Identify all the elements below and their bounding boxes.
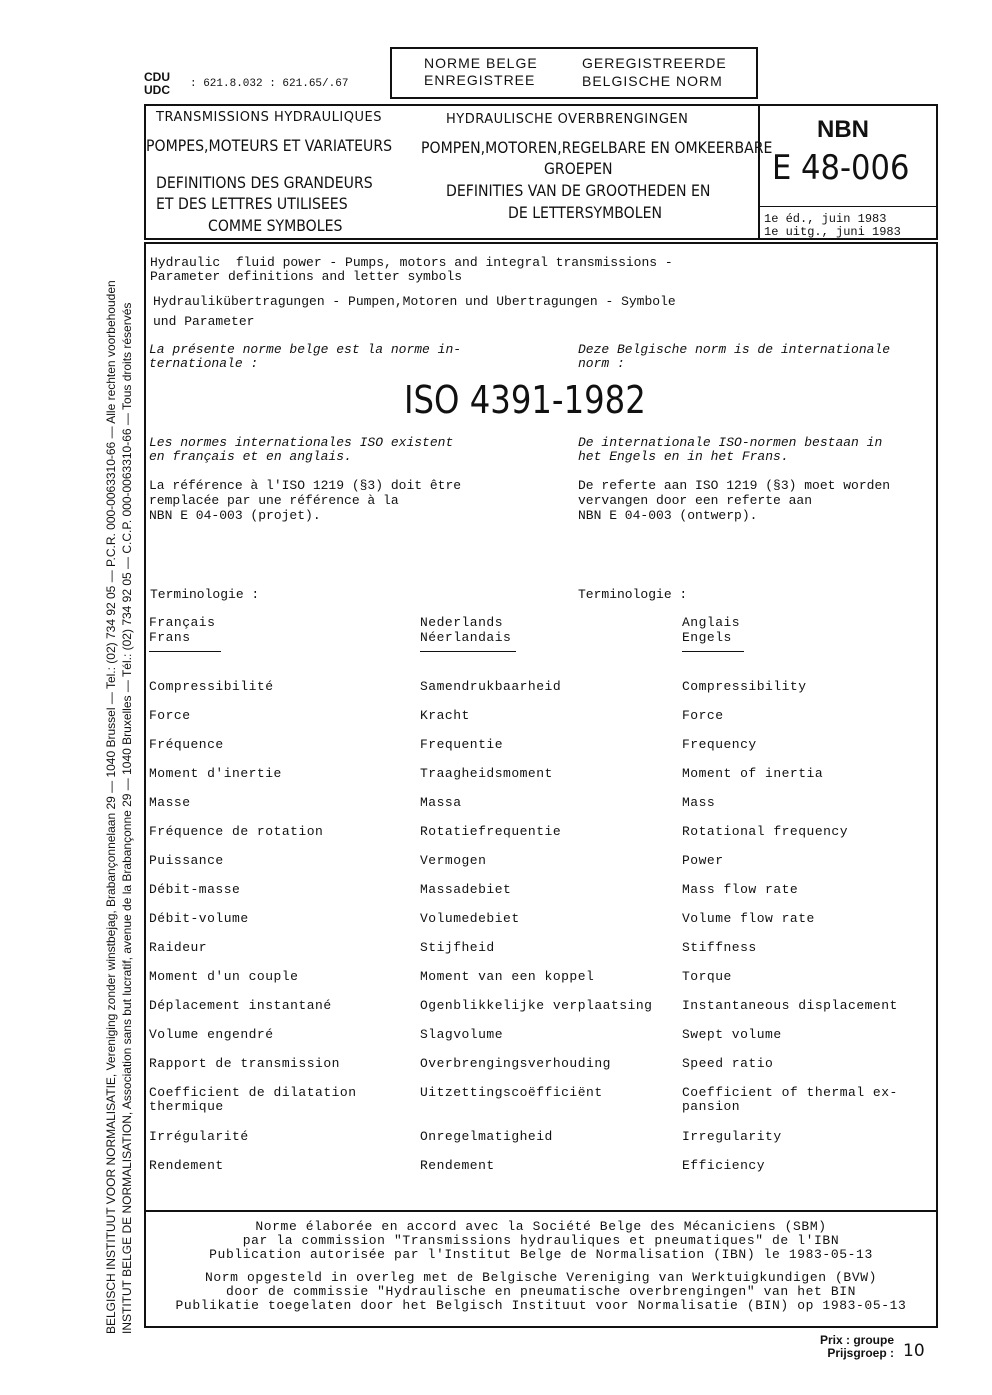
term-en-12: Swept volume: [682, 1027, 782, 1042]
term-fr-2: Fréquence: [149, 737, 224, 752]
reference-fr-line2: remplacée par une référence à la: [149, 493, 399, 508]
term-nl-5: Rotatiefrequentie: [420, 824, 562, 839]
term-fr-11: Déplacement instantané: [149, 998, 332, 1013]
term-en-3: Moment of inertia: [682, 766, 824, 781]
term-nl-7: Massadebiet: [420, 882, 512, 897]
iso-number: ISO 4391-1982: [404, 378, 646, 422]
column-rule-fr: [149, 651, 221, 652]
languages-nl-line1: De internationale ISO-normen bestaan in: [578, 435, 883, 450]
term-en-13: Speed ratio: [682, 1056, 774, 1071]
term-en-9: Stiffness: [682, 940, 757, 955]
term-nl-13: Overbrengingsverhouding: [420, 1056, 611, 1071]
cdu-label-1: CDU: [144, 70, 170, 84]
term-en-8: Volume flow rate: [682, 911, 815, 926]
footer-fr-line1: Norme élaborée en accord avec la Société Belge des Mécaniciens (SBM): [255, 1219, 827, 1234]
cdu-label-2: UDC: [144, 83, 170, 97]
term-nl-15: Onregelmatigheid: [420, 1129, 553, 1144]
title-nl-subject2: GROEPEN: [544, 159, 613, 178]
term-fr-4: Masse: [149, 795, 191, 810]
term-nl-1: Kracht: [420, 708, 470, 723]
title-fr-line2: ET DES LETTRES UTILISEES: [156, 194, 348, 213]
title-de-line1: Hydraulikübertragungen - Pumpen,Motoren und Ubertragungen - Symbole: [153, 294, 676, 309]
term-fr-7: Débit-masse: [149, 882, 241, 897]
term-fr-13: Rapport de transmission: [149, 1056, 340, 1071]
column-header-nl-2: Néerlandais: [420, 630, 512, 645]
term-fr-6: Puissance: [149, 853, 224, 868]
column-header-en-2: Engels: [682, 630, 732, 645]
term-nl-9: Stijfheid: [420, 940, 495, 955]
term-en-14: Coefficient of thermal ex- pansion: [682, 1085, 898, 1114]
registration-fr-2: ENREGISTREE: [424, 72, 536, 88]
term-nl-10: Moment van een koppel: [420, 969, 595, 984]
footer-nl-line3: Publikatie toegelaten door het Belgisch Instituut voor Normalisatie (BIN) op 1983-05-13: [175, 1298, 907, 1313]
term-fr-9: Raideur: [149, 940, 208, 955]
column-header-fr-1: Français: [149, 615, 216, 630]
column-rule-nl: [420, 651, 516, 652]
title-fr-header: TRANSMISSIONS HYDRAULIQUES: [156, 110, 382, 125]
term-fr-8: Débit-volume: [149, 911, 249, 926]
title-nl-line2: DE LETTERSYMBOLEN: [508, 203, 663, 222]
reference-nl-line2: vervangen door een referte aan: [578, 493, 813, 508]
title-nl-line1: DEFINITIES VAN DE GROOTHEDEN EN: [446, 181, 711, 200]
cdu-code: : 621.8.032 : 621.65/.67: [190, 78, 349, 90]
languages-fr-line2: en français et en anglais.: [149, 449, 352, 464]
cdu-label: [144, 71, 170, 97]
term-fr-14: Coefficient de dilatation thermique: [149, 1085, 357, 1114]
registration-fr-1: NORME BELGE: [424, 55, 538, 71]
term-nl-0: Samendrukbaarheid: [420, 679, 562, 694]
intro-fr-line2: ternationale :: [149, 356, 259, 371]
nbn-number: E 48-006: [772, 148, 910, 188]
term-en-5: Rotational frequency: [682, 824, 849, 839]
title-fr-line1: DEFINITIONS DES GRANDEURS: [156, 173, 373, 192]
title-block: [144, 104, 773, 240]
footer-nl-line1: Norm opgesteld in overleg met de Belgische Vereniging van Werktuigkundigen (BVW): [204, 1270, 878, 1285]
term-en-15: Irregularity: [682, 1129, 782, 1144]
term-en-16: Efficiency: [682, 1158, 766, 1173]
price-label-fr: Prix : groupe: [819, 1333, 894, 1347]
term-en-7: Mass flow rate: [682, 882, 799, 897]
term-nl-3: Traagheidsmoment: [420, 766, 553, 781]
title-en-line1: Hydraulic fluid power - Pumps, motors and integral transmissions -: [150, 255, 673, 270]
title-de-line2: und Parameter: [153, 314, 255, 329]
term-nl-12: Slagvolume: [420, 1027, 504, 1042]
side-text-nl: BELGISCH INSTITUUT VOOR NORMALISATIE, Vereniging zonder winstbejag, Brabançonnelaan 29 — 1040 Brussel — Tel.: (02) 734 92 05 — P.C.R. 000-0063310-66 — Alle rechten voorbehouden: [104, 280, 118, 1334]
term-fr-12: Volume engendré: [149, 1027, 274, 1042]
term-nl-8: Volumedebiet: [420, 911, 520, 926]
price-label: [790, 1334, 894, 1360]
term-fr-0: Compressibilité: [149, 679, 274, 694]
terminology-label-fr: Terminologie :: [150, 587, 260, 602]
term-en-4: Mass: [682, 795, 716, 810]
intro-fr-line1: La présente norme belge est la norme in-: [149, 342, 462, 357]
term-en-2: Frequency: [682, 737, 757, 752]
term-fr-16: Rendement: [149, 1158, 224, 1173]
price-value: 10: [903, 1341, 925, 1361]
nbn-divider: [760, 206, 936, 207]
term-nl-4: Massa: [420, 795, 462, 810]
term-en-10: Torque: [682, 969, 732, 984]
term-en-1: Force: [682, 708, 724, 723]
title-nl-subject1: POMPEN,MOTOREN,REGELBARE EN OMKEERBARE: [421, 138, 773, 157]
title-nl-header: HYDRAULISCHE OVERBRENGINGEN: [446, 112, 689, 127]
registration-nl-1: GEREGISTREERDE: [582, 55, 727, 71]
term-fr-10: Moment d'un couple: [149, 969, 299, 984]
terminology-label-nl: Terminologie :: [578, 587, 688, 602]
term-en-11: Instantaneous displacement: [682, 998, 898, 1013]
term-nl-6: Vermogen: [420, 853, 487, 868]
reference-nl-line1: De referte aan ISO 1219 (§3) moet worden: [578, 478, 891, 493]
term-nl-16: Rendement: [420, 1158, 495, 1173]
title-fr-line3: COMME SYMBOLES: [208, 216, 343, 235]
term-fr-1: Force: [149, 708, 191, 723]
term-fr-3: Moment d'inertie: [149, 766, 282, 781]
column-header-en-1: Anglais: [682, 615, 741, 630]
registration-box: [390, 47, 758, 99]
nbn-edition-nl: 1e uitg., juni 1983: [764, 225, 901, 239]
column-rule-en: [682, 651, 744, 652]
nbn-edition-fr: 1e éd., juin 1983: [764, 212, 887, 226]
side-text-fr: INSTITUT BELGE DE NORMALISATION, Association sans but lucratif, avenue de la Brabançonne 29 — 1040 Bruxelles — Tél.: (02) 734 92 05 — C.C.P. 000-0063310-66 — Tous droits réservés: [120, 302, 134, 1334]
term-fr-15: Irrégularité: [149, 1129, 249, 1144]
reference-nl-line3: NBN E 04-003 (ontwerp).: [578, 508, 758, 523]
footer-fr-line2: par la commission "Transmissions hydrauliques et pneumatiques" de l'IBN: [242, 1233, 840, 1248]
languages-fr-line1: Les normes internationales ISO existent: [149, 435, 454, 450]
column-header-nl-1: Nederlands: [420, 615, 504, 630]
footer-fr-line3: Publication autorisée par l'Institut Belge de Normalisation (IBN) le 1983-05-13: [209, 1247, 873, 1262]
term-en-0: Compressibility: [682, 679, 807, 694]
footer-nl-line2: door de commissie "Hydraulische en pneumatische overbrengingen" van het BIN: [225, 1284, 857, 1299]
title-en-line2: Parameter definitions and letter symbols: [150, 269, 463, 284]
title-fr-subject: POMPES,MOTEURS ET VARIATEURS: [146, 136, 393, 155]
term-fr-5: Fréquence de rotation: [149, 824, 324, 839]
reference-fr-line3: NBN E 04-003 (projet).: [149, 508, 321, 523]
column-header-fr-2: Frans: [149, 630, 191, 645]
intro-nl-line1: Deze Belgische norm is de internationale: [578, 342, 891, 357]
nbn-box: [758, 104, 938, 240]
term-en-6: Power: [682, 853, 724, 868]
price-label-nl: Prijsgroep :: [827, 1346, 894, 1360]
term-nl-2: Frequentie: [420, 737, 504, 752]
intro-nl-line2: norm :: [578, 356, 625, 371]
languages-nl-line2: het Engels en in het Frans.: [578, 449, 789, 464]
term-nl-11: Ogenblikkelijke verplaatsing: [420, 998, 653, 1013]
registration-nl-2: BELGISCHE NORM: [582, 73, 723, 89]
term-nl-14: Uitzettingscoëfficiënt: [420, 1085, 603, 1100]
nbn-prefix: NBN: [817, 116, 869, 143]
reference-fr-line1: La référence à l'ISO 1219 (§3) doit être: [149, 478, 462, 493]
